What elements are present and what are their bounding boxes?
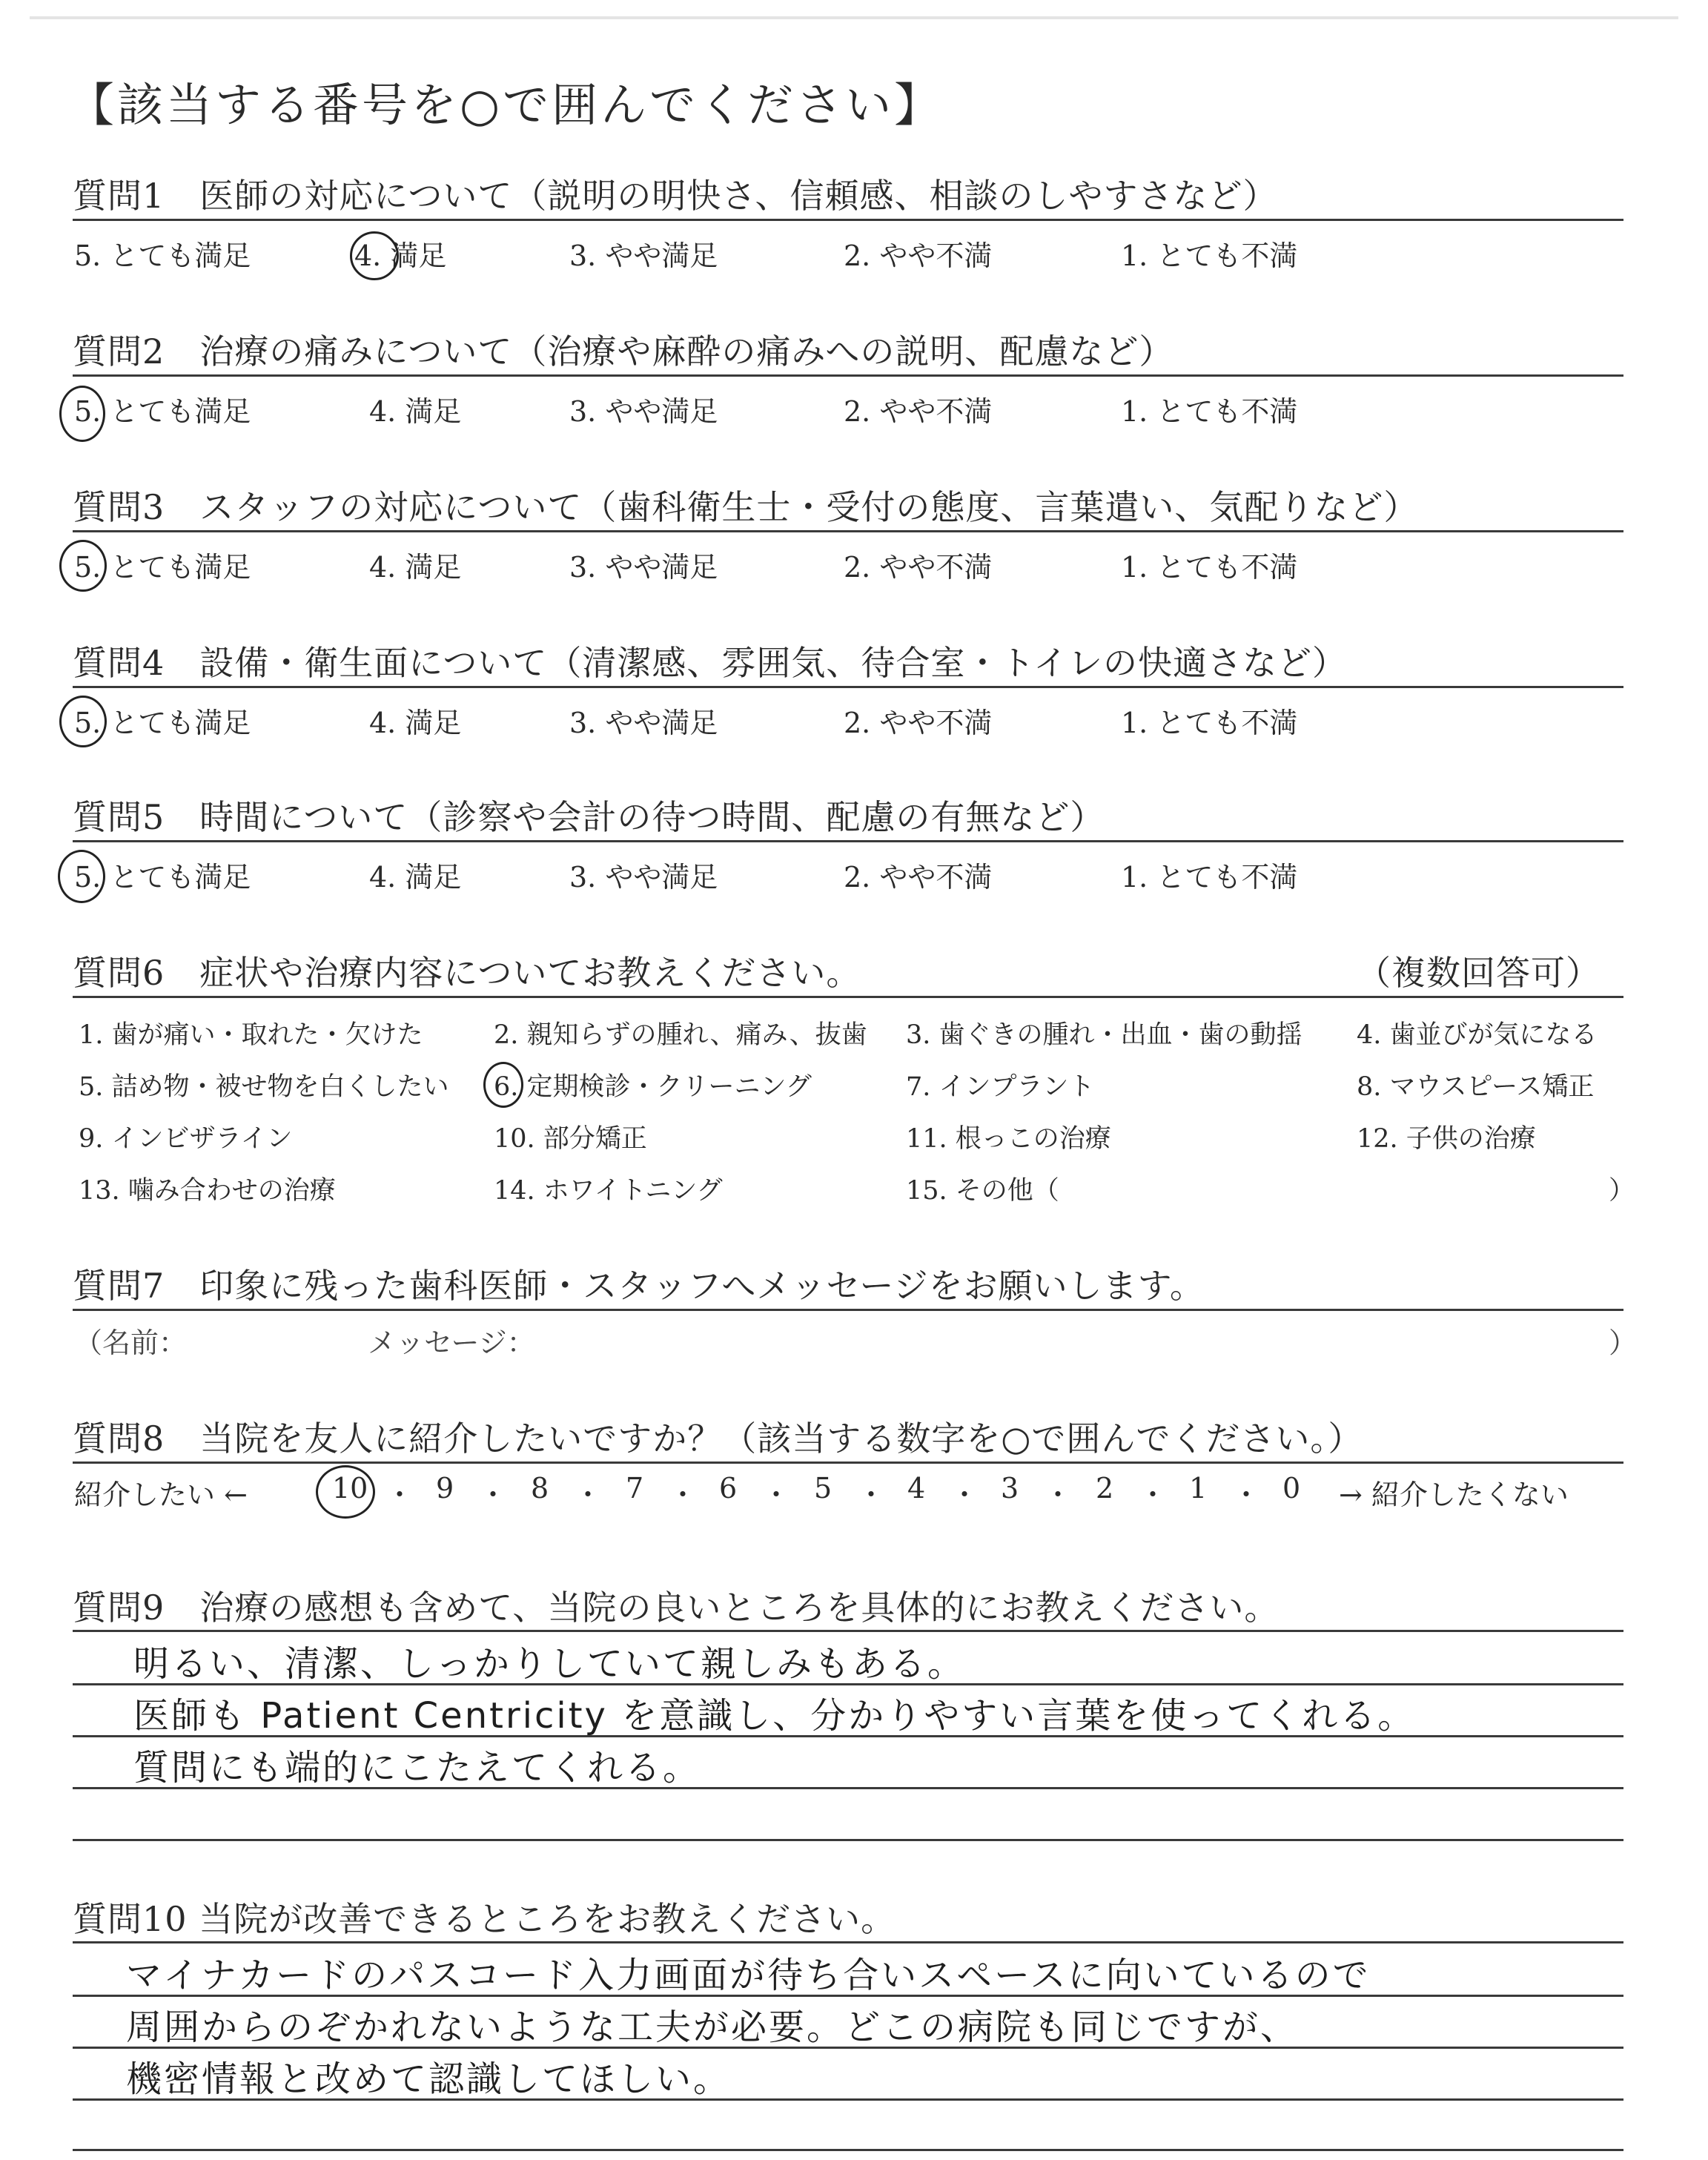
q8-answer-circle	[316, 1465, 375, 1519]
q6-option-8[interactable]: 8. マウスピース矯正	[1357, 1072, 1595, 1102]
q4-option-4[interactable]: 4. 満足	[369, 707, 462, 739]
q6-option-2[interactable]: 2. 親知らずの腫れ、痛み、抜歯	[494, 1020, 867, 1050]
question-2-heading: 質問2 治療の痛みについて（治療や麻酔の痛みへの説明、配慮など）	[73, 331, 1174, 371]
q6-option-3[interactable]: 3. 歯ぐきの腫れ・出血・歯の動揺	[906, 1020, 1302, 1050]
q10-answer-line-1: マイナカードのパスコード入力画面が待ち合いスペースに向いているので	[126, 1955, 1371, 1996]
q5-answer-circle	[58, 850, 105, 903]
question-7-rule	[73, 1309, 1623, 1311]
q8-scale-2[interactable]: 2	[1096, 1472, 1114, 1505]
q8-scale-8[interactable]: 8	[531, 1472, 549, 1505]
q3-answer-circle	[59, 540, 107, 592]
q8-dot: ・	[1044, 1479, 1073, 1511]
q9-answer-line-1: 明るい、清潔、しっかりしていて親しみもある。	[133, 1643, 966, 1685]
q6-option-12[interactable]: 12. 子供の治療	[1357, 1124, 1536, 1154]
q8-scale-10[interactable]: 10	[332, 1472, 368, 1505]
q8-right-label: → 紹介したくない	[1339, 1479, 1569, 1511]
q6-option-4[interactable]: 4. 歯並びが気になる	[1357, 1020, 1598, 1050]
q3-option-4[interactable]: 4. 満足	[369, 551, 462, 584]
q10-answer-line-3: 機密情報と改めて認識してほしい。	[126, 2058, 732, 2100]
q8-dot: ・	[385, 1479, 414, 1511]
q8-scale-0[interactable]: 0	[1282, 1472, 1301, 1505]
q7-name-label: （名前：	[74, 1327, 188, 1359]
q8-scale-7[interactable]: 7	[626, 1472, 644, 1505]
q1-option-4[interactable]: 4. 満足	[354, 240, 447, 272]
q4-answer-circle	[59, 696, 107, 747]
q3-option-2[interactable]: 2. やや不満	[844, 551, 993, 584]
q5-option-1[interactable]: 1. とても不満	[1121, 861, 1298, 894]
q8-scale-1[interactable]: 1	[1189, 1472, 1208, 1505]
question-1-rule	[73, 219, 1623, 221]
q8-dot: ・	[950, 1479, 979, 1511]
q8-dot: ・	[1139, 1479, 1168, 1511]
question-6-multi-note: （複数回答可）	[1357, 953, 1601, 993]
q8-scale-4[interactable]: 4	[907, 1472, 926, 1505]
q1-option-1[interactable]: 1. とても不満	[1121, 240, 1298, 272]
q5-option-3[interactable]: 3. やや満足	[569, 861, 718, 894]
q7-message-label: メッセージ：	[368, 1327, 535, 1359]
question-8-rule	[73, 1462, 1623, 1464]
q8-scale-6[interactable]: 6	[719, 1472, 738, 1505]
q8-scale-9[interactable]: 9	[436, 1472, 454, 1505]
q1-option-2[interactable]: 2. やや不満	[844, 240, 993, 272]
q6-option-6[interactable]: 6. 定期検診・クリーニング	[494, 1072, 812, 1102]
q7-close: ）	[1609, 1327, 1638, 1359]
q6-option-1[interactable]: 1. 歯が痛い・取れた・欠けた	[79, 1020, 423, 1050]
q8-dot: ・	[762, 1479, 791, 1511]
question-5-rule	[73, 840, 1623, 842]
q2-option-1[interactable]: 1. とても不満	[1121, 395, 1298, 428]
question-3-heading: 質問3 スタッフの対応について（歯科衛生士・受付の態度、言葉遣い、気配りなど）	[73, 487, 1419, 527]
q8-left-label: 紹介したい ←	[74, 1479, 248, 1511]
q2-option-5[interactable]: 5. とても満足	[74, 395, 251, 428]
q2-option-3[interactable]: 3. やや満足	[569, 395, 718, 428]
q4-option-3[interactable]: 3. やや満足	[569, 707, 718, 739]
q5-option-4[interactable]: 4. 満足	[369, 861, 462, 894]
q8-dot: ・	[669, 1479, 698, 1511]
q1-answer-circle	[350, 231, 399, 280]
question-5-heading: 質問5 時間について（診察や会計の待つ時間、配慮の有無など）	[73, 797, 1105, 837]
q6-option-10[interactable]: 10. 部分矯正	[494, 1124, 647, 1154]
q1-option-3[interactable]: 3. やや満足	[569, 240, 718, 272]
q9-answer-line-3: 質問にも端的にこたえてくれる。	[133, 1747, 701, 1789]
question-2-rule	[73, 374, 1623, 377]
q2-option-4[interactable]: 4. 満足	[369, 395, 462, 428]
page-top-border	[30, 16, 1678, 19]
q1-option-5[interactable]: 5. とても満足	[74, 240, 251, 272]
question-3-rule	[73, 530, 1623, 532]
question-9-heading: 質問9 治療の感想も含めて、当院の良いところを具体的にお教えください。	[73, 1588, 1280, 1628]
question-4-heading: 質問4 設備・衛生面について（清潔感、雰囲気、待合室・トイレの快適さなど）	[73, 643, 1348, 683]
q4-option-1[interactable]: 1. とても不満	[1121, 707, 1298, 739]
q6-option-11[interactable]: 11. 根っこの治療	[906, 1124, 1111, 1154]
q2-option-2[interactable]: 2. やや不満	[844, 395, 993, 428]
q9-answer-line-2: 医師も Patient Centricity を意識し、分かりやすい言葉を使ってくれる。	[133, 1695, 1416, 1737]
q6-other-close: ）	[1609, 1176, 1635, 1206]
q4-option-5[interactable]: 5. とても満足	[74, 707, 251, 739]
q9-line-5	[73, 1839, 1623, 1841]
q5-option-5[interactable]: 5. とても満足	[74, 861, 251, 894]
q8-dot: ・	[857, 1479, 886, 1511]
question-1-heading: 質問1 医師の対応について（説明の明快さ、信頼感、相談のしやすさなど）	[73, 176, 1278, 216]
q6-option-13[interactable]: 13. 噛み合わせの治療	[79, 1176, 336, 1206]
q8-dot: ・	[1232, 1479, 1261, 1511]
q8-scale-3[interactable]: 3	[1001, 1472, 1019, 1505]
page-title: 【該当する番号を○で囲んでください】	[68, 78, 944, 132]
q10-answer-line-2: 周囲からのぞかれないような工夫が必要。どこの病院も同じですが、	[126, 2007, 1299, 2048]
q6-option-14[interactable]: 14. ホワイトニング	[494, 1176, 723, 1206]
q8-scale-5[interactable]: 5	[814, 1472, 833, 1505]
q8-dot: ・	[574, 1479, 603, 1511]
q8-dot: ・	[479, 1479, 508, 1511]
q5-option-2[interactable]: 2. やや不満	[844, 861, 993, 894]
q10-line-1	[73, 1941, 1623, 1943]
q6-option-15[interactable]: 15. その他（	[906, 1176, 1059, 1206]
question-7-heading: 質問7 印象に残った歯科医師・スタッフへメッセージをお願いします。	[73, 1266, 1205, 1306]
q3-option-3[interactable]: 3. やや満足	[569, 551, 718, 584]
q6-option-5[interactable]: 5. 詰め物・被せ物を白くしたい	[79, 1072, 449, 1102]
q3-option-5[interactable]: 5. とても満足	[74, 551, 251, 584]
q6-option-9[interactable]: 9. インビザライン	[79, 1124, 293, 1154]
q10-line-5	[73, 2149, 1623, 2151]
q4-option-2[interactable]: 2. やや不満	[844, 707, 993, 739]
q2-answer-circle	[59, 386, 105, 442]
question-6-rule	[73, 996, 1623, 998]
question-10-heading: 質問10 当院が改善できるところをお教えください。	[73, 1899, 896, 1939]
q9-line-1	[73, 1630, 1623, 1632]
q3-option-1[interactable]: 1. とても不満	[1121, 551, 1298, 584]
question-6-heading: 質問6 症状や治療内容についてお教えください。	[73, 953, 861, 993]
question-8-heading: 質問8 当院を友人に紹介したいですか？（該当する数字を○で囲んでください。）	[73, 1418, 1363, 1459]
q6-option-7[interactable]: 7. インプラント	[906, 1072, 1095, 1102]
question-4-rule	[73, 686, 1623, 688]
q6-answer-circle	[483, 1062, 523, 1108]
